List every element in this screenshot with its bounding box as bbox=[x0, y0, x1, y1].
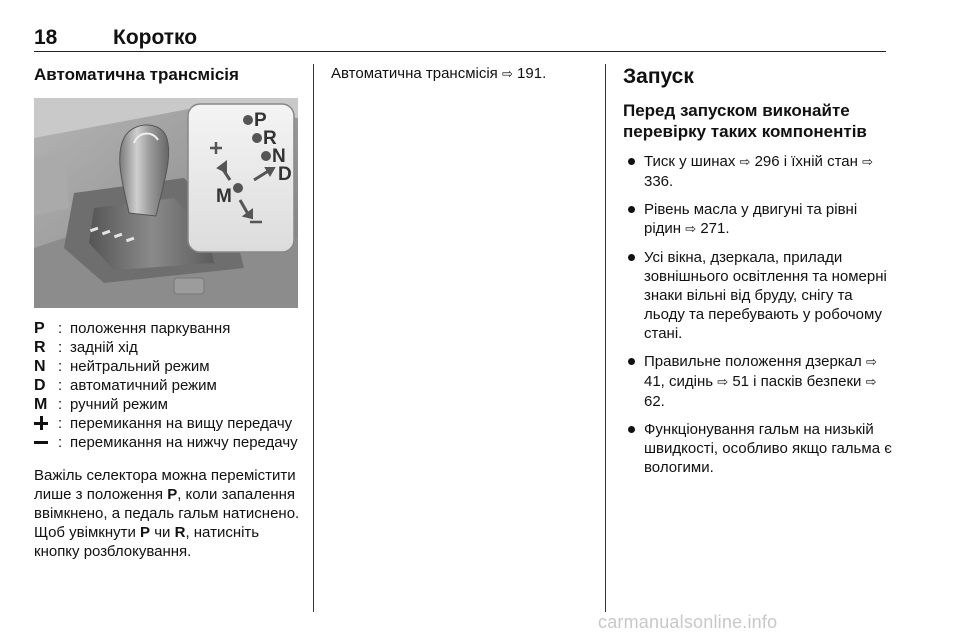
legend-item bbox=[34, 357, 300, 376]
legend-text: положення паркування bbox=[70, 320, 231, 337]
bullet-icon bbox=[628, 158, 635, 165]
legend-text: автоматичний режим bbox=[70, 377, 217, 394]
legend-item bbox=[34, 376, 300, 395]
list-item bbox=[623, 420, 893, 477]
legend-item bbox=[34, 319, 300, 338]
right-column bbox=[623, 64, 893, 486]
reference-arrow-icon: ⇨ bbox=[865, 375, 877, 390]
middle-column bbox=[331, 64, 593, 84]
legend-key bbox=[34, 433, 58, 452]
reference-arrow-icon: ⇨ bbox=[865, 355, 877, 370]
section-heading: Запуск bbox=[623, 65, 694, 88]
item-text: 41, сидінь bbox=[644, 373, 718, 390]
watermark: carmanualsonline.info bbox=[598, 612, 778, 632]
legend-text: перемикання на вищу передачу bbox=[70, 415, 293, 432]
legend-key: D bbox=[34, 377, 46, 394]
legend-key: P bbox=[34, 320, 45, 337]
gear-selector-illustration bbox=[34, 98, 298, 308]
legend-text: нейтральний режим bbox=[70, 358, 210, 375]
selector-paragraph bbox=[34, 466, 300, 561]
column-divider bbox=[313, 64, 314, 612]
list-item bbox=[623, 248, 893, 343]
page-header bbox=[34, 26, 886, 52]
legend-colon: : bbox=[58, 396, 63, 413]
gear-label-r: R bbox=[263, 128, 277, 149]
page-number: 18 bbox=[34, 26, 58, 49]
reference-arrow-icon: ⇨ bbox=[739, 155, 751, 170]
legend-key: N bbox=[34, 358, 46, 375]
legend-text: ручний режим bbox=[70, 396, 168, 413]
section-heading: Автоматична трансмісія bbox=[34, 65, 239, 84]
legend-item bbox=[34, 395, 300, 414]
legend-item bbox=[34, 338, 300, 357]
legend-colon: : bbox=[58, 358, 63, 375]
bullet-icon bbox=[628, 426, 635, 433]
gear-label-d: D bbox=[278, 164, 292, 185]
bullet-icon bbox=[628, 206, 635, 213]
legend-key bbox=[34, 414, 58, 433]
page-section-title: Коротко bbox=[113, 26, 198, 49]
item-text: 271. bbox=[696, 220, 730, 237]
gear-label-m: M bbox=[216, 186, 232, 207]
paragraph-text: Важіль селектора можна перемістити лише з положення bbox=[34, 467, 296, 503]
legend-colon: : bbox=[58, 415, 63, 432]
pre-start-checklist bbox=[623, 152, 893, 477]
legend-key: M bbox=[34, 396, 48, 413]
legend-key: R bbox=[34, 339, 46, 356]
item-text: Правильне положення дзеркал bbox=[644, 353, 866, 370]
left-column bbox=[34, 64, 300, 561]
subsection-heading: Перед запуском виконайте перевірку таких компонентів bbox=[623, 101, 867, 141]
paragraph-text: , натисніть кнопку розблокування. bbox=[34, 524, 260, 560]
legend-colon: : bbox=[58, 320, 63, 337]
legend-colon: : bbox=[58, 339, 63, 356]
gear-letter: P bbox=[140, 524, 151, 541]
plus-icon bbox=[34, 416, 48, 430]
item-text: 62. bbox=[644, 393, 665, 410]
column-divider bbox=[605, 64, 606, 612]
paragraph-text: , коли запалення ввімкнено, а педаль гальм натиснено. Щоб увімкнути bbox=[34, 486, 300, 541]
item-text: 51 і пасків безпеки bbox=[728, 373, 866, 390]
list-item bbox=[623, 152, 893, 191]
item-text: 296 і їхній стан bbox=[750, 153, 863, 170]
legend-colon: : bbox=[58, 377, 63, 394]
gear-letter: P bbox=[167, 486, 178, 503]
gear-label-n: N bbox=[272, 146, 286, 167]
gear-legend bbox=[34, 319, 300, 452]
reference-text: Автоматична трансмісія bbox=[331, 65, 498, 82]
reference-arrow-icon: ⇨ bbox=[501, 67, 513, 82]
bullet-icon bbox=[628, 254, 635, 261]
list-item bbox=[623, 352, 893, 411]
gear-label-p: P bbox=[254, 110, 267, 131]
item-text: Тиск у шинах bbox=[644, 153, 740, 170]
legend-text: перемикання на нижчу передачу bbox=[70, 434, 298, 451]
gear-selector-figure bbox=[34, 98, 298, 308]
reference-arrow-icon: ⇨ bbox=[717, 375, 729, 390]
minus-icon bbox=[34, 435, 48, 449]
reference-arrow-icon: ⇨ bbox=[685, 222, 697, 237]
legend-item bbox=[34, 433, 300, 452]
item-text: Рівень масла у двигуні та рівні рідин bbox=[644, 201, 858, 237]
legend-colon: : bbox=[58, 434, 63, 451]
reference-page: 191. bbox=[512, 65, 547, 82]
legend-text: задній хід bbox=[70, 339, 138, 356]
gear-letter: R bbox=[174, 524, 186, 541]
item-text: Усі вікна, дзеркала, прилади зовнішнього освітлення та номерні знаки вільні від бруду, снігу та льоду та перебувають у робочому стані. bbox=[644, 249, 887, 342]
list-item bbox=[623, 200, 893, 239]
legend-item bbox=[34, 414, 300, 433]
item-text: Функціонування гальм на низькій швидкості, особливо якщо гальма є вологими. bbox=[644, 421, 892, 476]
bullet-icon bbox=[628, 358, 635, 365]
cross-reference bbox=[331, 64, 593, 84]
paragraph-text: чи bbox=[150, 524, 175, 541]
reference-arrow-icon: ⇨ bbox=[862, 155, 873, 170]
item-text: 336. bbox=[644, 173, 674, 190]
